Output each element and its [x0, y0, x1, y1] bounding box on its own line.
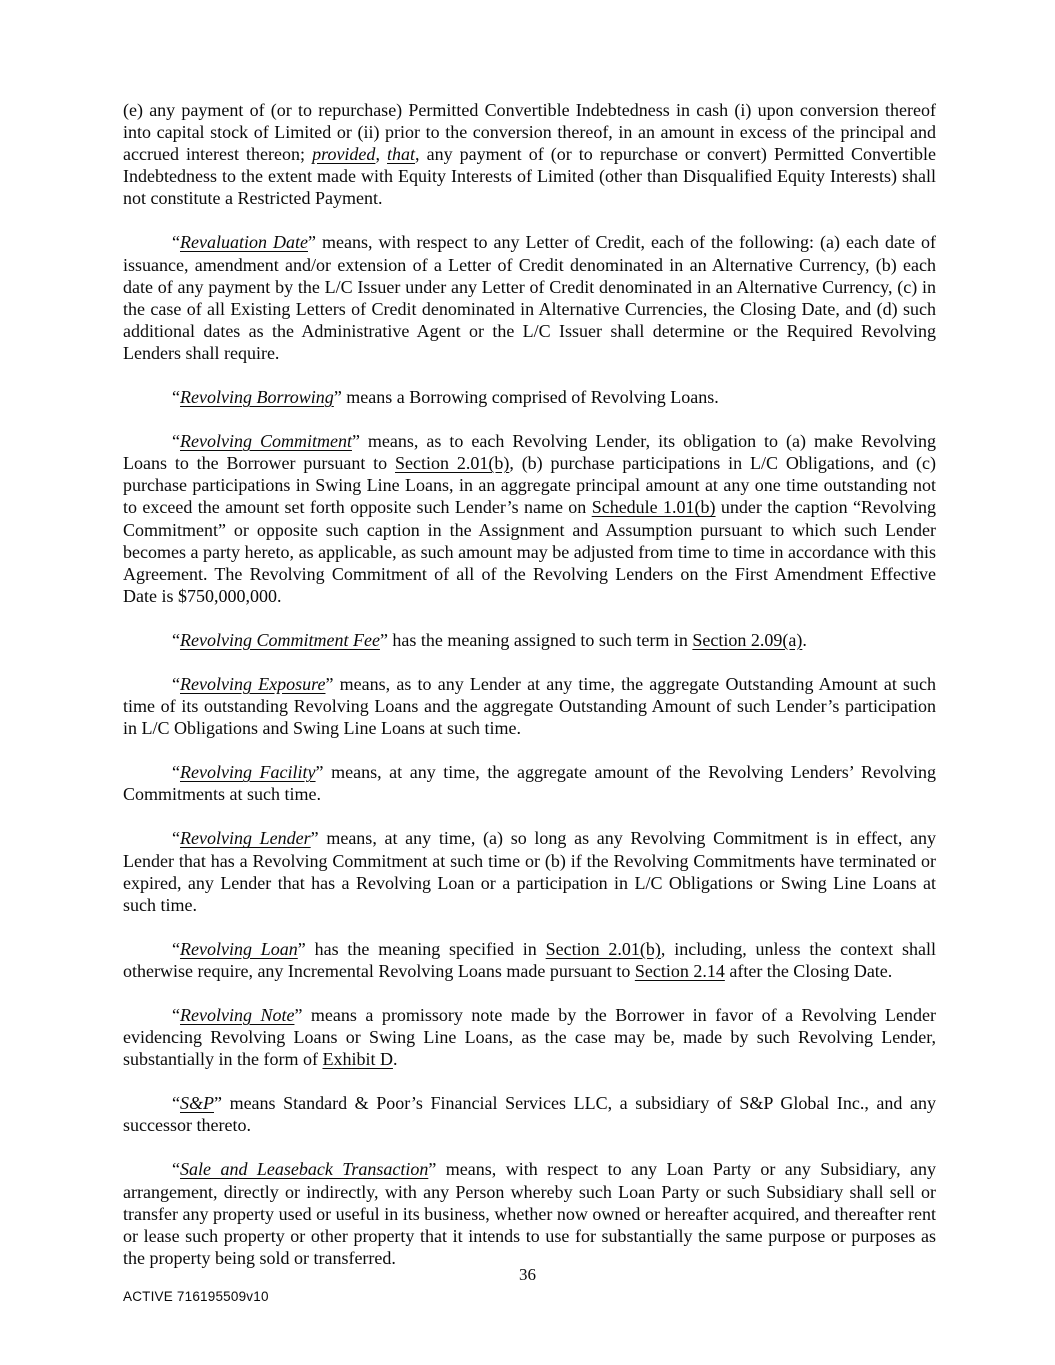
document-id-stamp: ACTIVE 716195509v10	[123, 1289, 269, 1304]
defined-term: S&P	[180, 1093, 214, 1114]
defined-term: Revolving Facility	[180, 762, 316, 783]
section-reference: Section 2.01(b)	[545, 938, 661, 959]
document-body	[123, 99, 936, 1291]
body-text-run: ” means, as to each Revolving Lender, its obligation to (a) make Revolving Loans to the Borrower pursuant to	[123, 431, 936, 474]
defined-term: Sale and Leaseback Transaction	[180, 1159, 429, 1180]
body-text-run: “	[172, 629, 180, 650]
definition-revolving-facility	[123, 761, 936, 805]
definition-sale-and-leaseback-transaction	[123, 1158, 936, 1268]
body-text-run: ” has the meaning specified in	[297, 938, 546, 959]
body-text-run: “	[172, 1093, 180, 1114]
defined-term: that	[387, 144, 416, 165]
definition-revaluation-date	[123, 231, 936, 364]
section-reference: Section 2.01(b)	[395, 453, 510, 474]
body-text-run: “	[172, 673, 180, 694]
section-reference: Exhibit D	[322, 1049, 393, 1070]
body-text-run: after the Closing Date.	[724, 960, 893, 981]
body-text-run: ” means, with respect to any Loan Party or any Subsidiary, any arrangement, directly or indirectly, with any Person whereby such Loan Party or such Subsidiary shall sell or transfer any property used or useful in its business, whether now owned or hereafter acquired, and thereafter rent or lease such property or other property that it intends to use for substantially the same purpose or purposes as the property being sold or transferred.	[123, 1159, 937, 1268]
defined-term: Revolving Commitment	[180, 431, 352, 452]
defined-term: Revolving Commitment Fee	[180, 629, 380, 650]
definition-revolving-commitment-fee	[123, 629, 936, 651]
definition-revolving-note	[123, 1004, 936, 1070]
body-text-run: under the caption “Revolving Commitment” or opposite such caption in the Assignment and Assumption pursuant to which such Lender becomes a party hereto, as applicable, as such amount may be adjusted from time to time in accordance with this Agreement. The Revolving Commitment of all of the Revolving Lenders on the First Amendment Effective Date is $750,000,000.	[123, 497, 936, 606]
body-text-run: ” means, at any time, the aggregate amount of the Revolving Lenders’ Revolving Commitments at such time.	[123, 762, 936, 805]
body-text-run: “	[172, 828, 180, 849]
body-text-run: “	[172, 762, 180, 783]
body-text-run: ,	[375, 144, 388, 165]
body-text-run: (e) any payment of (or to repurchase) Permitted Convertible Indebtedness in cash (i) upon conversion thereof into capital stock of Limited or (ii) prior to the conversion thereof, in an amount in excess of the principal and accrued interest thereon;	[123, 100, 936, 165]
body-text-run: “	[172, 387, 180, 408]
defined-term: Revolving Lender	[180, 828, 311, 849]
defined-term: provided	[312, 144, 376, 165]
defined-term: Revaluation Date	[180, 232, 308, 253]
defined-term: Revolving Loan	[180, 938, 298, 959]
definition-revolving-exposure	[123, 673, 936, 739]
defined-term: Revolving Note	[180, 1005, 295, 1025]
body-text-run: ” means a promissory note made by the Borrower in favor of a Revolving Lender evidencing Revolving Loans or Swing Line Loans, as the case may be, made by such Revolving Lender, substantially in the form of	[123, 1005, 937, 1070]
body-text-run: .	[392, 1049, 398, 1070]
body-text-run: , any payment of (or to repurchase or convert) Permitted Convertible Indebtedness to the extent made with Equity Interests of Limited (other than Disqualified Equity Interests) shall not constitute a Restricted Payment.	[123, 144, 937, 209]
body-text-run: .	[802, 629, 807, 650]
body-text-run: ” means, with respect to any Letter of Credit, each of the following: (a) each date of issuance, amendment and/or extension of a Letter of Credit denominated in an Alternative Currency, (b) each date of any payment by the L/C Issuer under any Letter of Credit denominated in an Alternative Currency, (c) in the case of all Existing Letters of Credit denominated in Alternative Currencies, the Closing Date, and (d) such additional dates as the Administrative Agent or the L/C Issuer shall determine or the Required Revolving Lenders shall require.	[123, 232, 936, 363]
body-text-run: , (b) purchase participations in L/C Obligations, and (c) purchase participations in Swing Line Loans, in an aggregate principal amount at any one time outstanding not to exceed the amount set forth opposite such Lender’s name on	[123, 453, 936, 518]
section-reference: Schedule 1.01(b)	[591, 497, 716, 518]
definition-s-and-p	[123, 1092, 936, 1136]
definition-revolving-borrowing	[123, 386, 936, 408]
body-text-run: , including, unless the context shall otherwise require, any Incremental Revolving Loans made pursuant to	[123, 938, 936, 981]
body-text-run: “	[172, 1005, 180, 1025]
body-text-run: “	[172, 1159, 180, 1180]
defined-term: Revolving Borrowing	[180, 387, 334, 408]
definition-revolving-commitment	[123, 430, 936, 607]
body-text-run: ” means Standard & Poor’s Financial Services LLC, a subsidiary of S&P Global Inc., and any successor thereto.	[123, 1093, 936, 1136]
body-text-run: ” has the meaning assigned to such term in	[379, 629, 693, 650]
body-text-run: “	[172, 232, 180, 253]
paragraph-restricted-payment-clause-e	[123, 99, 936, 209]
definition-revolving-lender	[123, 827, 936, 915]
section-reference: Section 2.14	[634, 960, 725, 981]
defined-term: Revolving Exposure	[180, 673, 326, 694]
definition-revolving-loan	[123, 938, 936, 982]
body-text-run: “	[172, 938, 180, 959]
body-text-run: “	[172, 431, 180, 452]
body-text-run: ” means, at any time, (a) so long as any Revolving Commitment is in effect, any Lender that has a Revolving Commitment at such time or (b) if the Revolving Commitments have terminated or expired, any Lender that has a Revolving Loan or a participation in L/C Obligations or Swing Line Loans at such time.	[123, 828, 936, 915]
section-reference: Section 2.09(a)	[692, 629, 803, 650]
page-number: 36	[519, 1265, 536, 1284]
body-text-run: ” means a Borrowing comprised of Revolving Loans.	[333, 387, 719, 408]
body-text-run: ” means, as to any Lender at any time, the aggregate Outstanding Amount at such time of its outstanding Revolving Loans and the aggregate Outstanding Amount of such Lender’s participation in L/C Obligations and Swing Line Loans at such time.	[123, 673, 937, 739]
